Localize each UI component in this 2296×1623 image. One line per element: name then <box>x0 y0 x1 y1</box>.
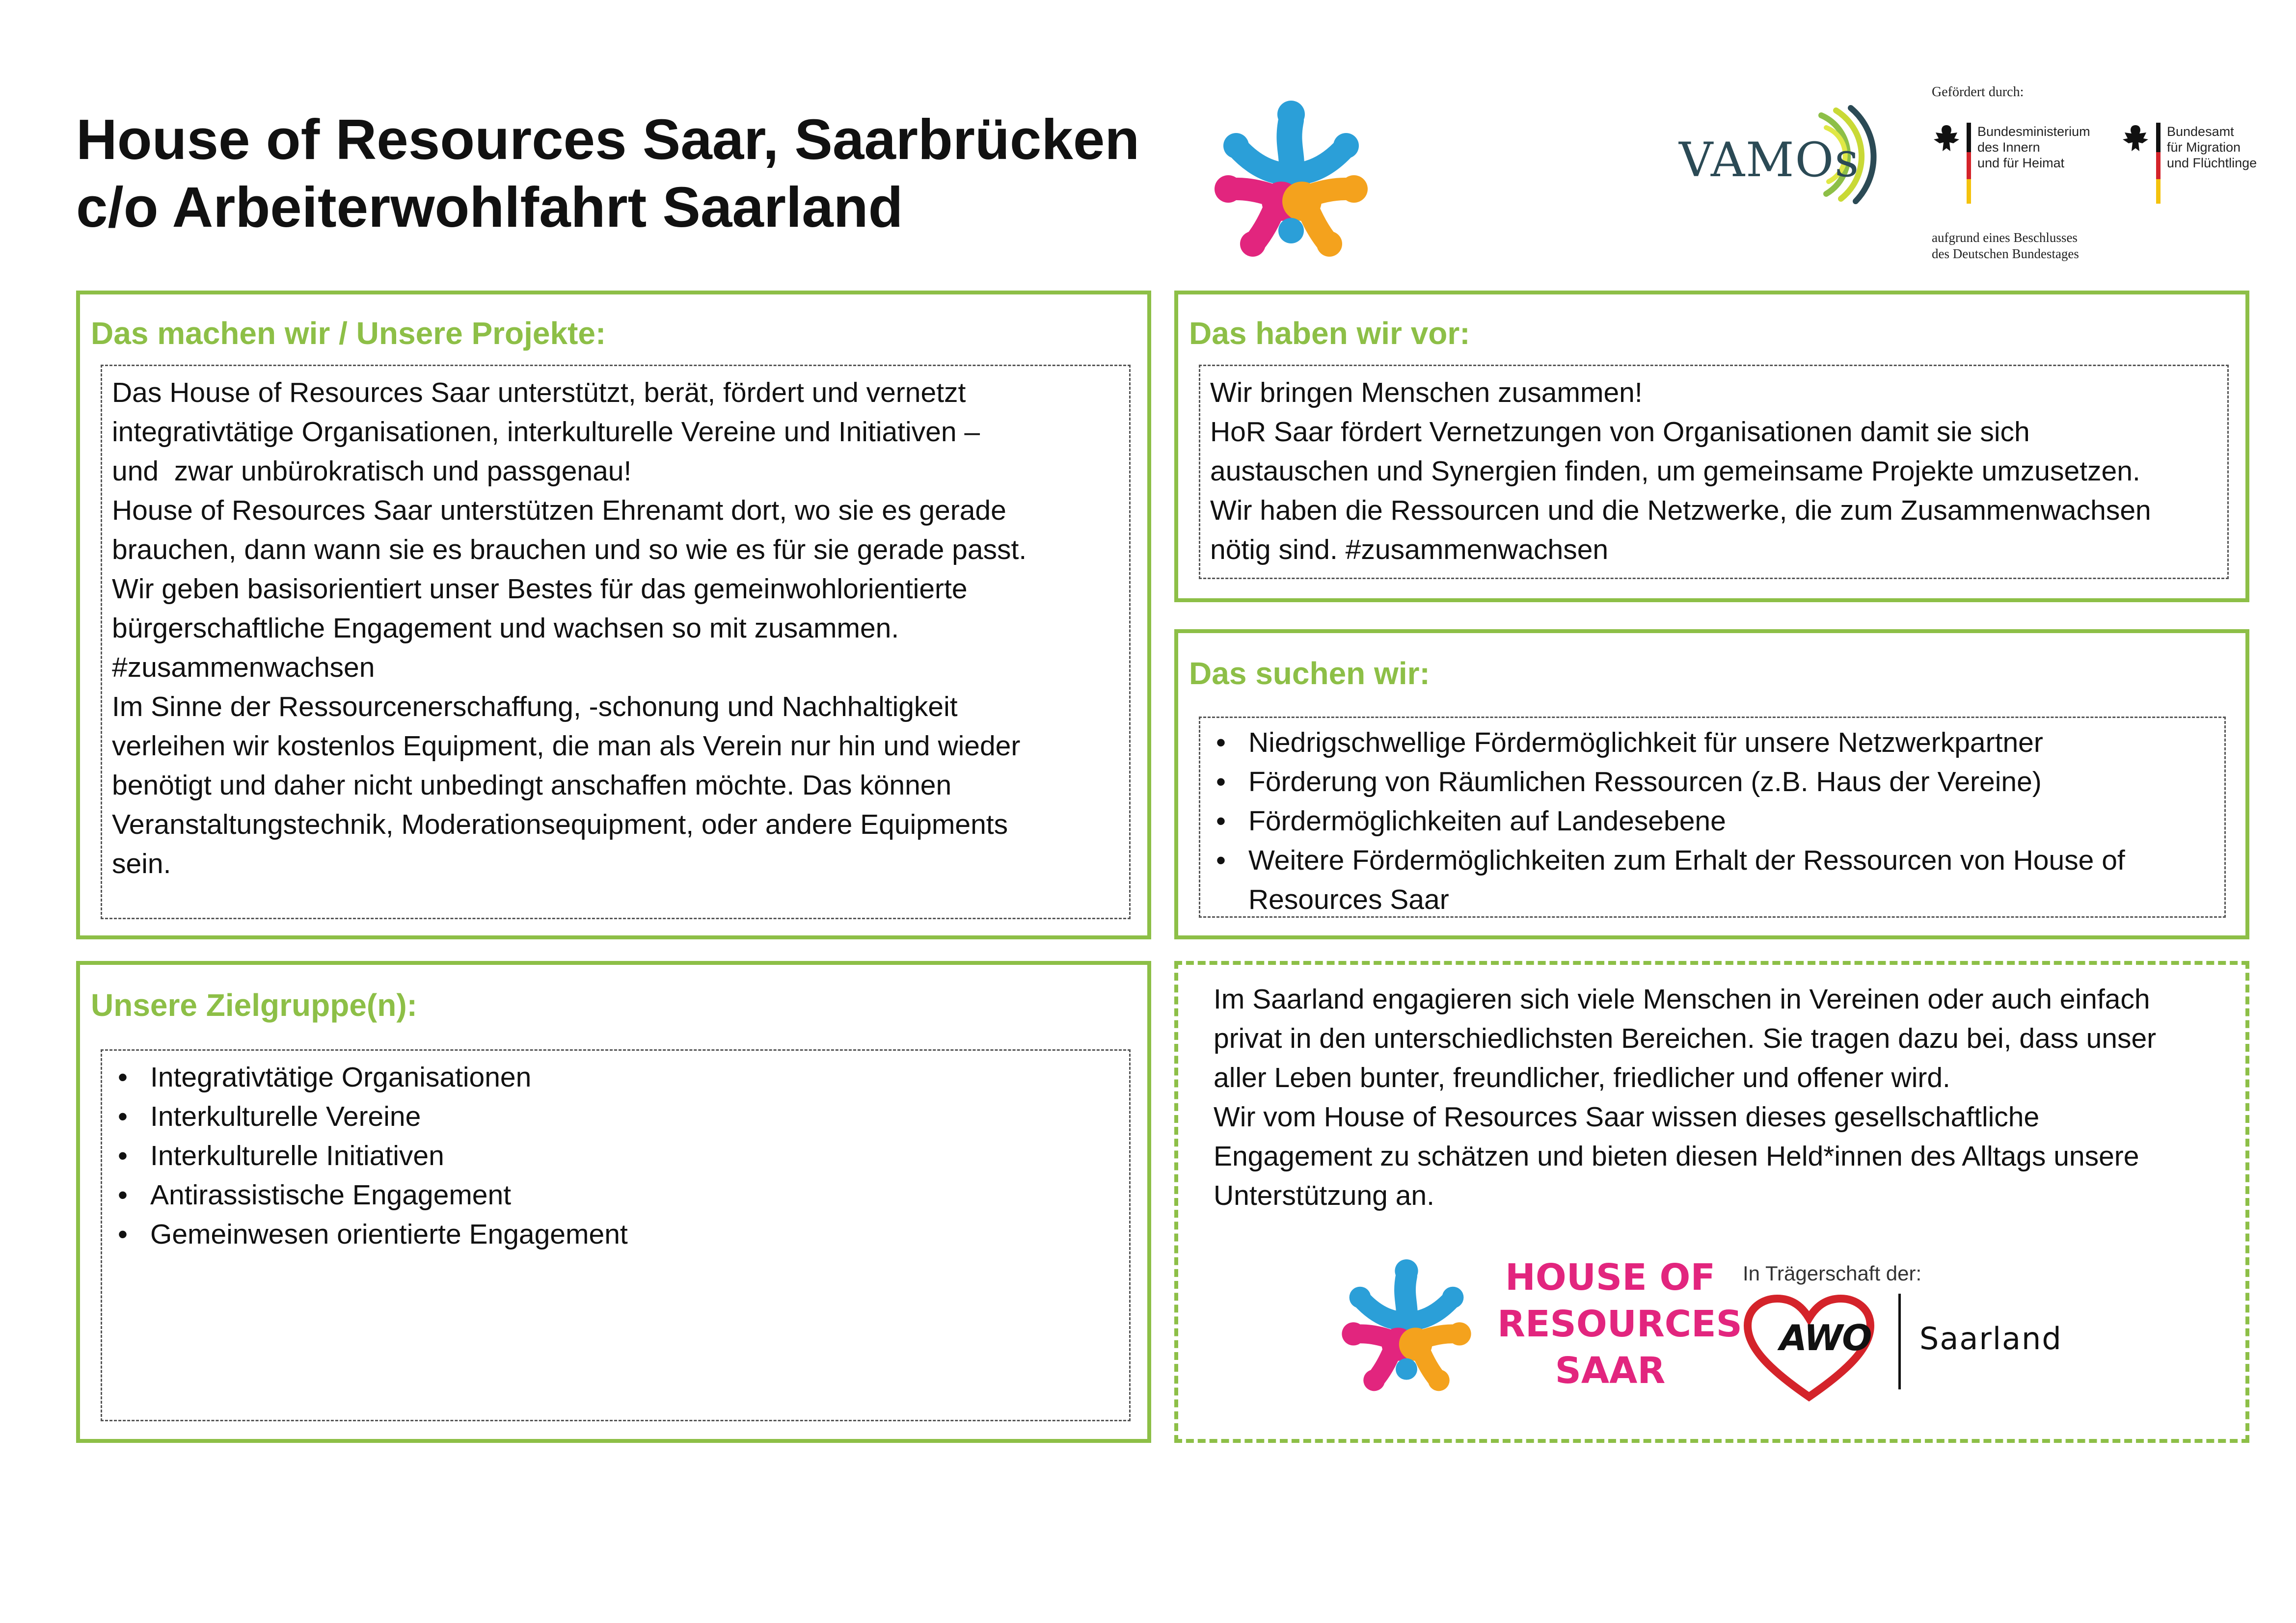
audience-heading: Unsere Zielgruppe(n): <box>91 987 417 1023</box>
text-line: Das House of Resources Saar unterstützt, berät, fördert und vernetzt <box>112 377 966 408</box>
list-item: • Interkulturelle Initiativen <box>112 1136 1119 1175</box>
sponsor-label: Gefördert durch: <box>1932 84 2024 100</box>
text-line: aller Leben bunter, freundlicher, friedlicher und offener wird. <box>1214 1062 1950 1093</box>
audience-panel <box>76 961 1151 1443</box>
hor-wordmark: HOUSE OF RESOURCES SAAR <box>1497 1256 1742 1392</box>
seeking-list <box>1210 723 2215 919</box>
flag-red <box>2156 152 2161 179</box>
text-line: Wir bringen Menschen zusammen! <box>1210 377 1643 408</box>
plans-panel <box>1174 291 2249 602</box>
list-item: • Gemeinwesen orientierte Engagement <box>112 1215 1119 1254</box>
resolution-note: aufgrund eines Beschlusses des Deutschen Bundestages <box>1932 230 2079 261</box>
title-line-2: c/o Arbeiterwohlfahrt Saarland <box>76 175 903 239</box>
title-line-1: House of Resources Saar, Saarbrücken <box>76 107 1140 171</box>
text-line: Wir geben basisorientiert unser Bestes für das gemeinwohlorientierte <box>112 573 968 605</box>
vamos-label: VAMOs <box>1679 133 1860 187</box>
closing-text <box>1214 980 2156 1215</box>
plans-heading: Das haben wir vor: <box>1189 316 1470 351</box>
people-network-logo <box>1335 1259 1478 1392</box>
text-line: verleihen wir kostenlos Equipment, die man als Verein nur hin und wieder <box>112 730 1021 762</box>
seeking-list-box <box>1199 717 2226 918</box>
list-item: • Integrativtätige Organisationen <box>112 1058 1119 1097</box>
list-item: • Antirassistische Engagement <box>112 1175 1119 1215</box>
text-line: Wir haben die Ressourcen und die Netzwerke, die zum Zusammenwachsen <box>1210 495 2151 526</box>
text-line: Unterstützung an. <box>1214 1180 1434 1211</box>
closing-panel <box>1174 961 2249 1443</box>
text-line: und zwar unbürokratisch und passgenau! <box>112 455 632 487</box>
ministry-migration-label: Bundesamt für Migration und Flüchtlinge <box>2167 124 2257 170</box>
seeking-heading: Das suchen wir: <box>1189 656 1430 691</box>
text-line: House of Resources Saar unterstützen Ehrenamt dort, wo sie es gerade <box>112 495 1006 526</box>
text-line: Wir vom House of Resources Saar wissen dieses gesellschaftliche <box>1214 1101 2040 1133</box>
text-line: Veranstaltungstechnik, Moderationsequipment, oder andere Equipments <box>112 809 1008 840</box>
projects-text-box <box>101 365 1131 919</box>
flag-red <box>1967 152 1971 179</box>
awo-region-label: Saarland <box>1919 1321 2062 1357</box>
projects-panel <box>76 291 1151 939</box>
list-item: • Weitere Fördermöglichkeiten zum Erhalt der Ressourcen von House of Resources Saar <box>1210 841 2215 919</box>
people-network-logo <box>1208 101 1375 258</box>
carrier-label: In Trägerschaft der: <box>1743 1262 1922 1285</box>
text-line: privat in den unterschiedlichsten Bereichen. Sie tragen dazu bei, dass unser <box>1214 1023 2157 1054</box>
awo-label: AWO <box>1780 1317 1871 1358</box>
page-title <box>76 106 1139 241</box>
awo-divider <box>1898 1294 1901 1389</box>
text-line: #zusammenwachsen <box>112 652 375 683</box>
seeking-panel <box>1174 629 2249 939</box>
text-line: Engagement zu schätzen und bieten diesen Held*innen des Alltags unsere <box>1214 1141 2139 1172</box>
text-line: Im Saarland engagieren sich viele Menschen in Vereinen oder auch einfach <box>1214 984 2150 1015</box>
projects-heading: Das machen wir / Unsere Projekte: <box>91 316 606 351</box>
text-line: Im Sinne der Ressourcenerschaffung, -schonung und Nachhaltigkeit <box>112 691 958 722</box>
text-line: benötigt und daher nicht unbedingt anschaffen möchte. Das können <box>112 770 952 801</box>
federal-eagle-icon <box>1932 123 1961 157</box>
list-item: • Interkulturelle Vereine <box>112 1097 1119 1136</box>
text-line: sein. <box>112 848 171 879</box>
audience-list <box>112 1058 1119 1254</box>
text-line: nötig sind. #zusammenwachsen <box>1210 534 1609 565</box>
flag-gold <box>1967 179 1971 204</box>
audience-list-box <box>101 1049 1131 1421</box>
text-line: brauchen, dann wann sie es brauchen und so wie es für sie gerade passt. <box>112 534 1027 565</box>
flag-black <box>2156 123 2161 152</box>
plans-text-box <box>1199 365 2229 579</box>
text-line: bürgerschaftliche Engagement und wachsen so mit zusammen. <box>112 612 899 644</box>
list-item: • Niedrigschwellige Fördermöglichkeit für unsere Netzwerkpartner <box>1210 723 2215 762</box>
text-line: integrativtätige Organisationen, interkulturelle Vereine und Initiativen – <box>112 416 980 448</box>
flag-gold <box>2156 179 2161 204</box>
federal-eagle-icon <box>2121 123 2150 157</box>
text-line: austauschen und Synergien finden, um gemeinsame Projekte umzusetzen. <box>1210 455 2140 487</box>
list-item: • Förderung von Räumlichen Ressourcen (z.B. Haus der Vereine) <box>1210 762 2215 801</box>
text-line: HoR Saar fördert Vernetzungen von Organisationen damit sie sich <box>1210 416 2030 448</box>
ministry-interior-label: Bundesministerium des Innern und für Heimat <box>1977 124 2090 170</box>
list-item: • Fördermöglichkeiten auf Landesebene <box>1210 801 2215 841</box>
flag-black <box>1967 123 1971 152</box>
